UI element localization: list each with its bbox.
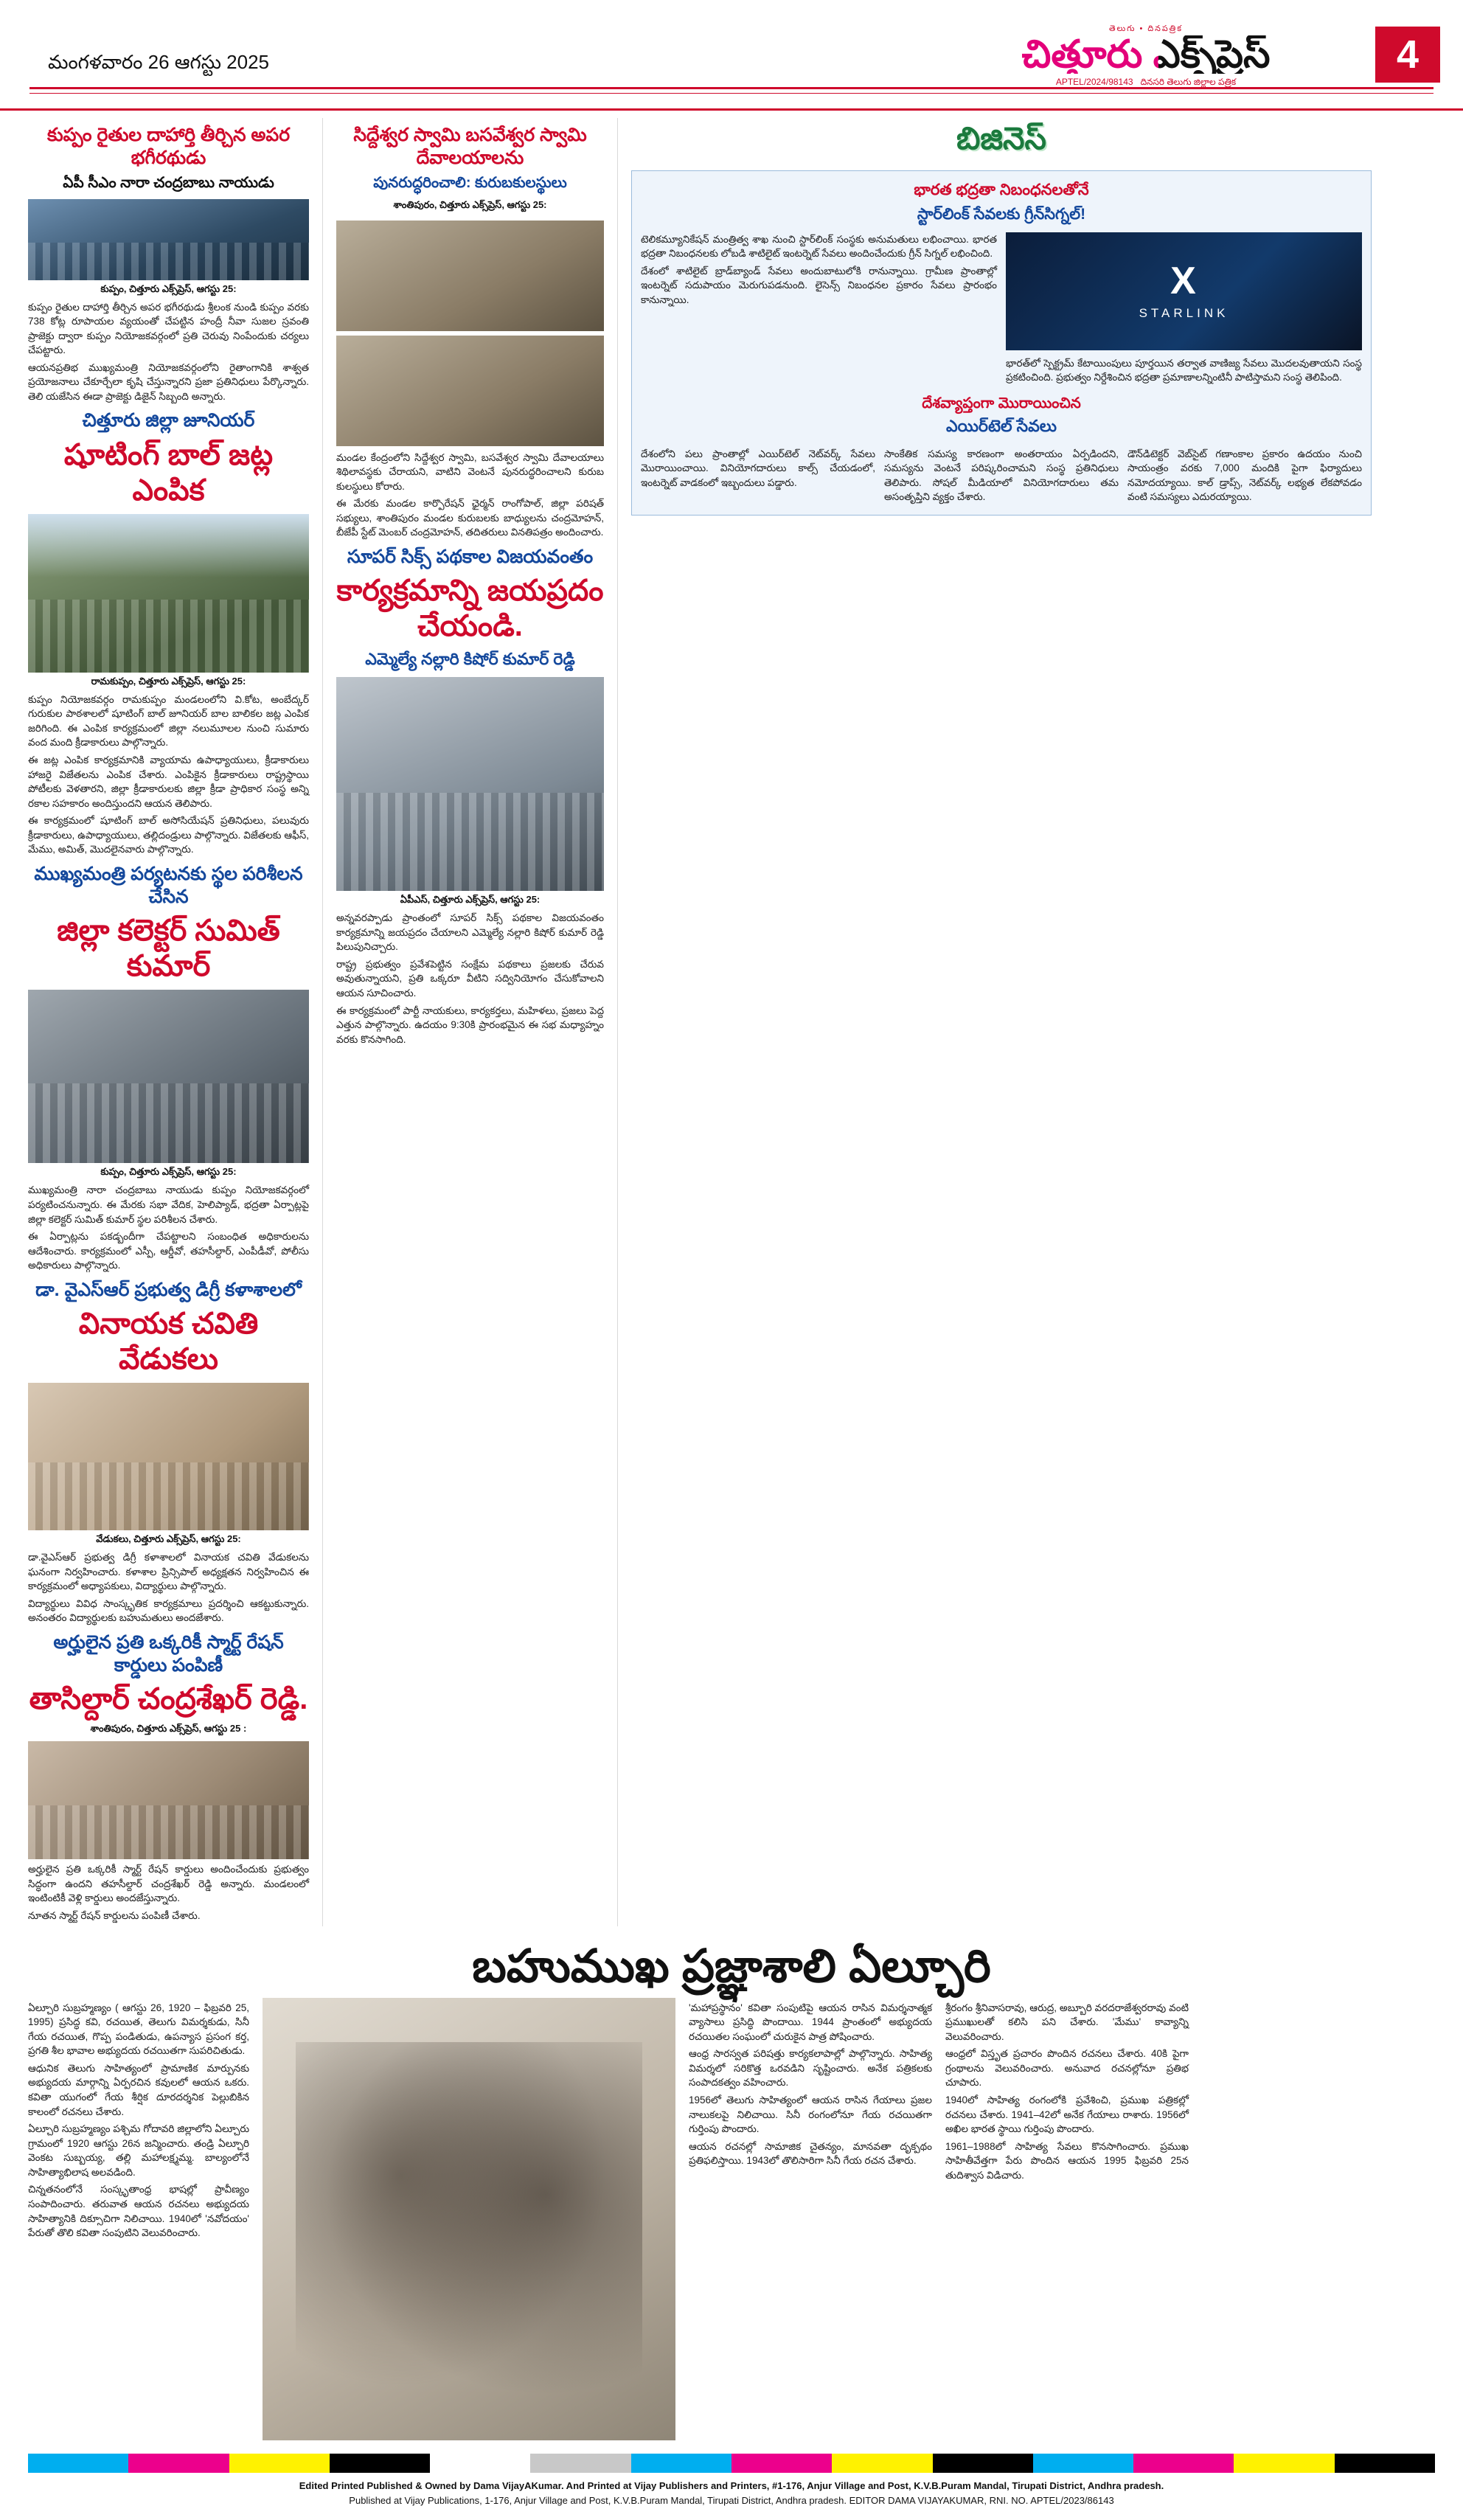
article-photo [336, 336, 604, 446]
masthead [0, 0, 1463, 111]
article-kicker: డా. వైఎస్‌ఆర్ ప్రభుత్వ డిగ్రీ కళాశాలలో [35, 1279, 302, 1300]
color-swatch [832, 2454, 932, 2473]
article-dateline: కుప్పం, చిత్తూరు ఎక్స్‌ప్రెస్, ఆగస్టు 25: [100, 1166, 237, 1178]
article-dateline: శాంతిపురం, చిత్తూరు ఎక్స్‌ప్రెస్, ఆగస్టు 25 : [90, 1723, 247, 1735]
masthead-logo-top: తెలుగు • దినపత్రిక [1109, 24, 1183, 33]
business-paragraph: దేశంలోని పలు ప్రాంతాల్లో ఎయిర్‌టెల్ నెట్‌వర్క్ సేవలు మొరాయించాయి. వినియోగదారులు కాల్స్ చేయడంలో, ఇంటర్నెట్ వాడకంలో ఇబ్బందులు పడ్డారు. [641, 448, 875, 488]
business-text-column [884, 444, 1119, 507]
feature-paragraph: 1956లో తెలుగు సాహిత్యంలో ఆయన రాసిన గేయాలు ప్రజల నాలుకలపై నిలిచాయి. సినీ రంగంలోనూ గేయ రచయితగా గుర్తింపు పొందారు. [689, 2094, 932, 2135]
feature-paragraph: ఆయన రచనల్లో సామాజిక చైతన్యం, మానవతా దృక్పథం ప్రతిఫలిస్తాయి. 1943లో తొలిసారిగా సినీ గేయ రచన చేశారు. [689, 2140, 932, 2167]
article-paragraph: కుప్పం నియోజకవర్గం రామకుప్పం మండలంలోని వి.కోట, అంబేద్కర్ గురుకుల పాఠశాలలో షూటింగ్ బాల్ జూనియర్ బాల బాలికల జట్ల ఎంపిక జరిగింది. ఈ ఎంపిక కార్యక్రమంలో జిల్లా నలుమూలల నుంచి సుమారు వంద మంది క్రీడాకారులు పాల్గొన్నారు. [28, 693, 309, 749]
business-columns-2 [641, 444, 1362, 507]
article-paragraph: రాష్ట్ర ప్రభుత్వం ప్రవేశపెట్టిన సంక్షేమ పథకాలు ప్రజలకు చేరువ అవుతున్నాయని, ప్రతి ఒక్కరూ వీటిని సద్వినియోగం చేసుకోవాలని ఆయన సూచించారు. [336, 958, 604, 999]
column-1 [28, 118, 323, 1926]
business-heading-blue: స్టార్‌లింక్ సేవలకు గ్రీన్‌సిగ్నల్! [917, 206, 1086, 223]
article-headline-second-line: తాసిల్దార్ చంద్రశేఖర్ రెడ్డి. [29, 1683, 308, 1716]
feature-photo [263, 1998, 675, 2440]
business-paragraph: దేశంలో శాటిలైట్ బ్రాడ్‌బ్యాండ్ సేవలు అందుబాటులోకి రానున్నాయి. గ్రామీణ ప్రాంతాల్లో ఇంటర్నెట్ సదుపాయం మెరుగుపడనుంది. లైసెన్స్ నిబంధనల ప్రకారం సేవలు ప్రారంభం కానున్నాయి. [641, 265, 997, 305]
article-headline: షూటింగ్ బాల్ జట్ల ఎంపిక [63, 438, 274, 507]
masthead-logo [939, 0, 1352, 108]
article-photo-pair [336, 216, 604, 448]
article-photo [336, 677, 604, 891]
article-paragraph: ఆయనప్రతిభ ముఖ్యమంత్రి నియోజకవర్గంలోని రైతాంగానికి శాశ్వత ప్రయోజనాలు చేకూర్చేలా కృషి చేస్తున్నారని ప్రజా ప్రతినిధులు పేర్కొన్నారు. తెలి యజేసిన ఈడా ప్రాజెక్టు డిజైన్ సిబ్బంది అన్నారు. [28, 361, 309, 402]
article-paragraph: నూతన స్మార్ట్ రేషన్ కార్డులను పంపిణీ చేశారు. [28, 1910, 201, 1921]
color-swatch [28, 2454, 128, 2473]
article-kuppam-farmers [28, 124, 309, 403]
color-swatch [933, 2454, 1033, 2473]
article-shooting-ball [28, 409, 309, 856]
article-headline: వినాయక చవితి వేడుకలు [78, 1308, 259, 1375]
feature-paragraph: 1940లో సాహిత్య రంగంలోకి ప్రవేశించి, ప్రముఖ పత్రికల్లో రచనలు చేశారు. 1941–42లో అనేక గేయాలు రాశారు. 1956లో అఖిల భారత స్థాయి గుర్తింపు పొందారు. [945, 2094, 1189, 2135]
feature-column-3 [945, 1998, 1189, 2440]
article-dateline: శాంతిపురం, చిత్తూరు ఎక్స్‌ప్రెస్, ఆగస్టు 25: [393, 198, 547, 210]
footer [0, 2473, 1463, 2520]
article-paragraph: అర్హులైన ప్రతి ఒక్కరికీ స్మార్ట్ రేషన్ కార్డులు అందించేందుకు ప్రభుత్వం సిద్ధంగా ఉందని తహసీల్దార్ చంద్రశేఖర్ రెడ్డి అన్నారు. మండలంలో ఇంటింటికీ వెళ్లి కార్డులు అందజేస్తున్నారు. [28, 1864, 309, 1904]
article-subhead: ఎమ్మెల్యే నల్లారి కిషోర్ కుమార్ రెడ్డి [365, 650, 575, 669]
feature-paragraph: 'మహాప్రస్థానం' కవితా సంపుటిపై ఆయన రాసిన విమర్శనాత్మక వ్యాసాలు ప్రసిద్ధి పొందాయి. 1944 ప్రాంతంలో అభ్యుదయ రచయితల సంఘంలో చురుకైన పాత్ర పోషించారు. [689, 2002, 932, 2042]
masthead-tagline: దినసరి తెలుగు జిల్లాల పత్రిక [1140, 76, 1237, 87]
article-headline: సిద్దేశ్వర స్వామి బసవేశ్వర స్వామి దేవాలయాలను [353, 125, 587, 169]
article-paragraph: ముఖ్యమంత్రి నారా చంద్రబాబు నాయుడు కుప్పం నియోజకవర్గంలో పర్యటించనున్నారు. ఈ మేరకు సభా వేదిక, హెలిప్యాడ్, భద్రతా ఏర్పాట్లపై జిల్లా కలెక్టర్ సుమిత్ కుమార్ స్థల పరిశీలన చేశారు. [28, 1184, 309, 1225]
article-paragraph: కుప్పం రైతుల దాహార్తి తీర్చిన అపర భగీరథుడు శ్రీలంక నుండి కుప్పం వరకు 738 కోట్ల రూపాయల వ్యయంతో చేపట్టిన హంద్రీ నీవా సుజల స్రవంతి ప్రాజెక్టు ద్వారా కుప్పం నియోజకవర్గంలో ప్రతి చెరువు నింపేందుకు చర్యలు చేపట్టారు. [28, 301, 309, 356]
color-registration-bar [28, 2454, 1435, 2473]
business-paragraph: భారత్‌లో స్పెక్ట్రమ్ కేటాయింపులు పూర్తయిన తర్వాత వాణిజ్య సేవలు మొదలవుతాయని సంస్థ ప్రకటించింది. ప్రభుత్వం నిర్దేశించిన భద్రతా ప్రమాణాలన్నింటినీ పాటిస్తామని సంస్థ తెలిపింది. [1006, 357, 1362, 383]
article-paragraph: మండల కేంద్రంలోని సిద్దేశ్వర స్వామి, బసవేశ్వర స్వామి దేవాలయాలు శిథిలావస్థకు చేరాయని, వాటిని వెంటనే పునరుద్ధరించాలని కురుబ కులస్థులు కోరారు. [336, 451, 604, 492]
color-swatch [1234, 2454, 1334, 2473]
starlink-logo-name: STARLINK [1139, 305, 1229, 320]
article-photo [336, 221, 604, 331]
article-paragraph: ఈ కార్యక్రమంలో షూటింగ్ బాల్ అసోసియేషన్ ప్రతినిధులు, పలువురు క్రీడాకారులు, ఉపాధ్యాయులు, తల్లిదండ్రులు పాల్గొన్నారు. విజేతలకు ఆఫీస్, మేము, అమిత్, మొదలైనవారు పాల్గొన్నారు. [28, 815, 309, 855]
article-headline: కుప్పం రైతుల దాహార్తి తీర్చిన అపర భగీరథుడు [46, 125, 291, 169]
starlink-logo [1006, 232, 1362, 350]
masthead-logo-title: చిత్తూరు ఎక్స్‌ప్రెస్ [1021, 32, 1271, 76]
color-swatch [732, 2454, 832, 2473]
article-paragraph: ఈ జట్ల ఎంపిక కార్యక్రమానికి వ్యాయామ ఉపాధ్యాయులు, క్రీడాకారులు హాజరై విజేతలను ఎంపిక చేశారు. ఎంపికైన క్రీడాకారులు రాష్ట్రస్థాయి పోటీలకు వెళతారని, జిల్లా క్రీడాకారులకు జిల్లా క్రీడా ప్రాధికార సంస్థ అన్ని రకాల సహకారం అందిస్తుందని ఆయన తెలిపారు. [28, 754, 309, 809]
article-headline: ముఖ్యమంత్రి పర్యటనకు స్థల పరిశీలన చేసిన [34, 863, 303, 908]
article-dateline: వేడుకలు, చిత్తూరు ఎక్స్‌ప్రెస్, ఆగస్టు 25: [96, 1533, 241, 1544]
article-paragraph: అన్నవరప్పాడు ప్రాంతంలో సూపర్ సిక్స్ పథకాల విజయవంతం కార్యక్రమాన్ని జయప్రదం చేయాలని ఎమ్మెల్యే నల్లారి కిషోర్ కుమార్ రెడ్డి పిలుపునిచ్చారు. [336, 912, 604, 953]
masthead-rule [29, 87, 1434, 89]
business-paragraph: టెలికమ్యూనికేషన్ మంత్రిత్వ శాఖ నుంచి స్టార్‌లింక్ సంస్థకు అనుమతులు లభించాయి. భారత భద్రతా నిబంధనలకు లోబడి శాటిలైట్ ఇంటర్నెట్ సేవలు అందించేందుకు గ్రీన్ సిగ్నల్ లభించింది. [641, 233, 997, 260]
business-text-column [1127, 444, 1362, 507]
color-swatch [1335, 2454, 1435, 2473]
article-photo [28, 1741, 309, 1859]
article-paragraph: డా.వైఎస్‌ఆర్ ప్రభుత్వ డిగ్రీ కళాశాలలో వినాయక చవితి వేడుకలను ఘనంగా నిర్వహించారు. కళాశాల ప్రిన్సిపాల్ అధ్యక్షతన నిర్వహించిన ఈ కార్యక్రమంలో అధ్యాపకులు, విద్యార్థులు పాల్గొన్నారు. [28, 1552, 309, 1592]
masthead-reg-no: APTEL/2024/98143 [1055, 76, 1133, 87]
business-paragraph: సాంకేతిక సమస్య కారణంగా అంతరాయం ఏర్పడిందని, సమస్యను వెంటనే పరిష్కరించామని సంస్థ ప్రతినిధులు తెలిపారు. సోషల్ మీడియాలో వినియోగదారులు తమ అసంతృప్తిని వ్యక్తం చేశారు. [884, 448, 1119, 503]
page-number-container [1352, 0, 1463, 108]
article-photo [28, 199, 309, 280]
masthead-rule-2 [29, 93, 1434, 94]
article-photo [28, 990, 309, 1163]
feature-paragraph: ఏల్చూరి సుబ్రహ్మణ్యం పశ్చిమ గోదావరి జిల్లాలోని ఏల్చూరు గ్రామంలో 1920 ఆగస్టు 26న జన్మించారు. తండ్రి ఏల్చూరి వెంకట సుబ్బయ్య, తల్లి మహాలక్ష్మమ్మ. బాల్యంలోనే సాహిత్యాభిలాష అలవడింది. [28, 2123, 249, 2178]
article-paragraph: ఈ మేరకు మండల కార్పొరేషన్ ఛైర్మన్ రాంగోపాల్, జిల్లా పరిషత్ సభ్యులు, శాంతిపురం మండల కురుబలకు బాధ్యులను చంద్రమోహన్, బీజేపీ స్టేట్ మెంబర్ చంద్రమోహన్, తదితరులు వినతిపత్రం అందించారు. [336, 498, 604, 538]
feature-paragraph: ఏల్చూరి సుబ్రహ్మణ్యం ( ఆగస్టు 26, 1920 – ఫిబ్రవరి 25, 1995) ప్రసిద్ధ కవి, రచయిత, తెలుగు విమర్శకుడు, సినీ గేయ రచయిత, గొప్ప పండితుడు, ఉపన్యాస ప్రసంగ కర్త, ప్రగతి శీల భావాల అభ్యుదయ రచయితగా సుపరిచితుడు. [28, 2002, 249, 2057]
article-photo [28, 514, 309, 673]
article-subhead: ఏపీ సీఎం నారా చంద్రబాబు నాయుడు [63, 174, 274, 191]
color-swatch [631, 2454, 732, 2473]
feature-paragraph: ఆంధ్రలో విస్తృత ప్రచారం పొందిన రచనలు చేశారు. 40కి పైగా గ్రంథాలను వెలువరించారు. అనువాద రచనల్లోనూ ప్రతిభ చూపారు. [945, 2048, 1189, 2089]
article-super-six [336, 546, 604, 1046]
main-content [0, 111, 1463, 1926]
article-paragraph: ఈ కార్యక్రమంలో పార్టీ నాయకులు, కార్యకర్తలు, మహిళలు, ప్రజలు పెద్ద ఎత్తున పాల్గొన్నారు. ఉదయం 9:30కి ప్రారంభమైన ఈ సభ మధ్యాహ్నం వరకు కొనసాగింది. [336, 1004, 604, 1045]
color-swatch [128, 2454, 229, 2473]
feature-paragraph: ఆధునిక తెలుగు సాహిత్యంలో ప్రామాణిక మార్పునకు అభ్యుదయ మార్గాన్ని ఏర్పరచిన కవులలో ఆయన ఒకరు. కవితా యుగంలో గేయ శీర్షిక దూరదర్శనిక పెల్లుబికిన కాలంలో రచనలు చేశారు. [28, 2062, 249, 2117]
business-box [631, 170, 1372, 516]
article-dateline: ఏపీఎస్, చిత్తూరు ఎక్స్‌ప్రెస్, ఆగస్టు 25: [400, 894, 541, 906]
article-paragraph: విద్యార్థులు వివిధ సాంస్కృతిక కార్యక్రమాలు ప్రదర్శించి ఆకట్టుకున్నారు. అనంతరం విద్యార్థులకు బహుమతులు అందజేశారు. [28, 1597, 309, 1624]
business-paragraph: డౌన్‌డిటెక్టర్ వెబ్‌సైట్ గణాంకాల ప్రకారం ఉదయం నుంచి సాయంత్రం వరకు 7,000 మందికి పైగా ఫిర్యాదులు నమోదయ్యాయి. కాల్ డ్రాప్స్, నెట్‌వర్క్ లభ్యత లేకపోవడం వంటి సమస్యలు ఎదురయ్యాయి. [1127, 448, 1362, 503]
business-logo-column [1006, 229, 1362, 388]
article-headline: అర్హులైన ప్రతి ఒక్కరికీ స్మార్ట్ రేషన్ కార్డులు పంపిణీ [53, 1631, 284, 1676]
feature-paragraph: ఆంధ్ర సారస్వత పరిషత్తు కార్యకలాపాల్లో పాల్గొన్నారు. సాహిత్య విమర్శలో సరికొత్త ఒరవడిని సృష్టించారు. అనేక పత్రికలకు సంపాదకత్వం వహించారు. [689, 2048, 932, 2089]
article-headline: కార్యక్రమాన్ని జయప్రదం చేయండి. [336, 575, 604, 643]
business-subheading-blue: ఎయిర్‌టెల్ సేవలు [946, 416, 1057, 435]
feature-paragraph: శ్రీరంగం శ్రీనివాసరావు, ఆరుద్ర, అబ్బూరి వరదరాజేశ్వరరావు వంటి ప్రముఖులతో కలిసి పని చేశారు. 'మేము' కావ్యాన్ని వెలువరించారు. [945, 2002, 1189, 2042]
color-swatch [430, 2454, 530, 2473]
article-temples-restoration [336, 124, 604, 540]
footer-line-2: Published at Vijay Publications, 1-176, Anjur Village and Post, K.V.B.Puram Mandal, Tirupati District, Andhra pradesh. EDITOR DAMA VIJAYAKUMAR, RNI. NO. APTEL/2023/86143 [349, 2494, 1114, 2506]
feature-title: బహుముఖ ప్రజ్ఞాశాలి ఏల్చూరి [472, 1940, 991, 1992]
feature-column-1 [28, 1998, 249, 2440]
article-smart-ration-cards [28, 1631, 309, 1923]
color-swatch [229, 2454, 330, 2473]
color-swatch [1033, 2454, 1133, 2473]
footer-line-1: Edited Printed Published & Owned by Dama VijayAKumar. And Printed at Vijay Publishers and Printers, #1-176, Anjur Village and Post, K.V.B.Puram Mandal, Tirupati District, Andhra pradesh. [299, 2479, 1164, 2491]
article-subhead: పునరుద్ధరించాలి: కురుబకులస్థులు [373, 174, 567, 191]
article-paragraph: ఈ ఏర్పాట్లను పకడ్బందీగా చేపట్టాలని సంబంధిత అధికారులను ఆదేశించారు. కార్యక్రమంలో ఎస్పీ, ఆర్డీవో, తహసీల్దార్, ఎంపీడీవో, పోలీసు అధికారులు పాల్గొన్నారు. [28, 1231, 309, 1271]
feature-article [0, 1931, 1463, 2440]
article-kicker: సూపర్ సిక్స్ పథకాల విజయవంతం [347, 546, 594, 567]
article-dateline: రామకుప్పం, చిత్తూరు ఎక్స్‌ప్రెస్, ఆగస్టు 25: [91, 675, 246, 687]
masthead-date: మంగళవారం 26 ఆగస్టు 2025 [47, 51, 270, 73]
color-swatch [530, 2454, 630, 2473]
feature-paragraph: 1961–1988లో సాహిత్య సేవలు కొనసాగించారు. ప్రముఖ సాహితీవేత్తగా పేరు పొందిన ఆయన 1995 ఫిబ్రవరి 25న తుదిశ్వాస విడిచారు. [945, 2140, 1189, 2181]
page-number: 4 [1375, 27, 1440, 83]
article-dateline: కుప్పం, చిత్తూరు ఎక్స్‌ప్రెస్, ఆగస్టు 25: [100, 282, 237, 294]
article-headline-second-line: జిల్లా కలెక్టర్ సుమిత్ కుమార్ [57, 914, 280, 983]
business-subheading-red: దేశవ్యాప్తంగా మొరాయించిన [922, 395, 1081, 412]
article-photo [28, 1383, 309, 1530]
business-columns [641, 229, 1362, 388]
article-collector-inspection [28, 863, 309, 1273]
article-vinayaka-chavithi [28, 1279, 309, 1625]
color-swatch [1133, 2454, 1234, 2473]
column-3-business [618, 118, 1385, 1926]
business-text-column [641, 444, 875, 507]
business-banner [631, 121, 1372, 164]
article-kicker: చిత్తూరు జిల్లా జూనియర్ [82, 410, 255, 431]
business-heading-red: భారత భద్రతా నిబంధనలతోనే [914, 181, 1089, 198]
color-swatch [330, 2454, 430, 2473]
starlink-x-icon: X [1170, 259, 1198, 302]
business-text-column-left [641, 229, 997, 388]
feature-paragraph: చిన్నతనంలోనే సంస్కృతాంధ్ర భాషల్లో ప్రావీణ్యం సంపాదించారు. తరువాత ఆయన రచనలు అభ్యుదయ సాహిత్యానికి దిక్సూచిగా నిలిచాయి. 1940లో 'నవోదయం' పేరుతో తొలి కవితా సంపుటిని వెలువరించారు. [28, 2184, 249, 2239]
column-2 [323, 118, 618, 1926]
feature-body [28, 1998, 1435, 2440]
feature-column-2 [689, 1998, 932, 2440]
business-banner-label: బిజినెస్ [956, 121, 1047, 156]
